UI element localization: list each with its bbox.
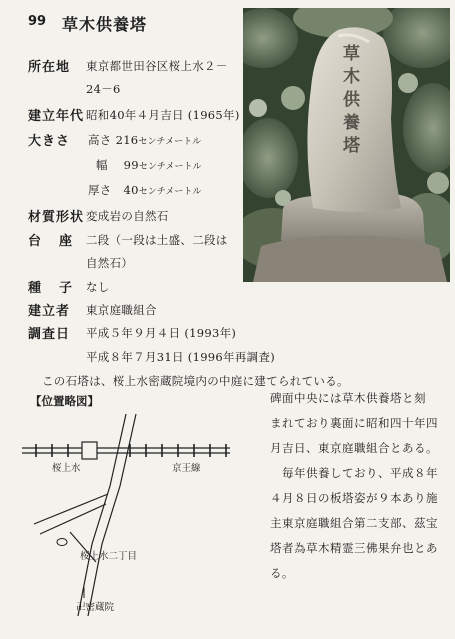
size-width-num: 99 <box>123 158 139 172</box>
body-text <box>270 386 438 586</box>
location-label: 所在地 <box>28 60 71 75</box>
monument-inscription: 草木供養塔 <box>339 44 359 159</box>
base-label: 台座 <box>28 234 91 249</box>
size-height-unit: センチメートル <box>138 137 202 147</box>
base-value-line2: 自然石） <box>86 256 134 270</box>
map-title: 【位置略図】 <box>30 394 99 408</box>
erected-label: 建立年代 <box>28 109 85 124</box>
survey-value-line2: 平成８年７月31日 (1996年再調査) <box>86 350 276 364</box>
size-width <box>96 157 202 173</box>
size-height-num: 216 <box>115 133 139 147</box>
entry-number: 99 <box>28 14 47 29</box>
size-height <box>88 132 201 148</box>
station-box <box>82 442 97 459</box>
builder-value: 東京庭職組合 <box>86 303 157 317</box>
body-line: 主東京庭職組合第二支部、茲宝 <box>270 516 438 530</box>
base-value-line1: 二段（一段は土盛、二段は <box>86 233 228 247</box>
station-label: 桜上水 <box>52 463 81 474</box>
location-value-line1: 東京都世田谷区桜上水２－ <box>86 59 228 73</box>
location-map <box>22 412 254 624</box>
size-thickness <box>88 182 201 198</box>
survey-value-line1: 平成５年９月４日 (1993年) <box>86 326 237 340</box>
size-thickness-name: 厚さ <box>88 183 112 197</box>
erected-value: 昭和40年４月吉日 (1965年) <box>86 108 240 122</box>
intro-text: この石塔は、桜上水密蔵院境内の中庭に建てられている。 <box>42 374 349 388</box>
district-label: 桜上水二丁目 <box>80 551 138 562</box>
railway-ties <box>36 444 226 457</box>
seed-label: 種子 <box>28 281 91 296</box>
location-value-line2: 24－6 <box>86 82 121 96</box>
size-height-name: 高さ <box>88 133 112 147</box>
page-title: 草木供養塔 <box>62 15 148 34</box>
size-label: 大きさ <box>28 134 71 149</box>
size-thickness-unit: センチメートル <box>138 187 202 197</box>
body-line: まれており裏面に昭和四十年四 <box>270 416 438 430</box>
location-map-drawing <box>22 412 254 624</box>
railway-label: 京王線 <box>172 463 201 474</box>
body-line: 塔者為草木精霊三佛果弁也とあ <box>270 541 438 555</box>
builder-label: 建立者 <box>28 304 71 319</box>
body-line: 毎年供養しており、平成８年 <box>270 466 438 480</box>
seed-value: なし <box>86 280 110 294</box>
size-width-unit: センチメートル <box>138 162 202 172</box>
body-line: ４月８日の板塔姿が９本あり施 <box>270 491 438 505</box>
body-line: 碑面中央には草木供養塔と刻 <box>270 391 426 405</box>
body-line: る。 <box>270 566 294 580</box>
survey-label: 調査日 <box>28 327 71 342</box>
body-line: 月吉日、東京庭職組合とある。 <box>270 441 438 455</box>
size-width-name: 幅 <box>96 158 108 172</box>
map-marker <box>57 539 67 546</box>
monument-photo <box>243 8 450 282</box>
temple-label: 卍密蔵院 <box>76 602 115 613</box>
material-value: 変成岩の自然石 <box>86 209 169 223</box>
size-thickness-num: 40 <box>123 183 139 197</box>
material-label: 材質形状 <box>28 210 85 225</box>
